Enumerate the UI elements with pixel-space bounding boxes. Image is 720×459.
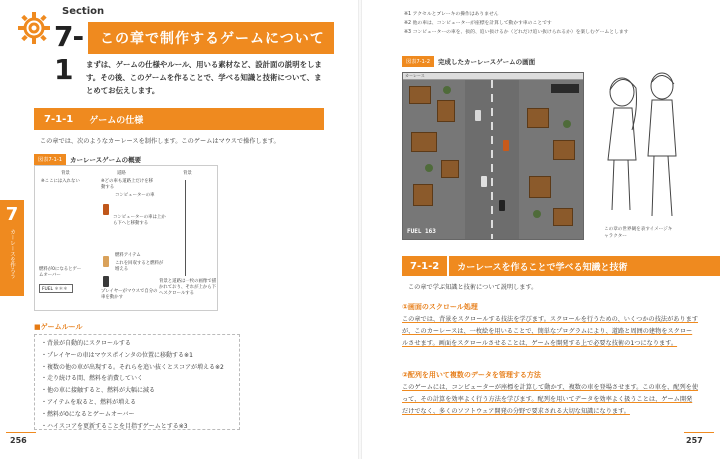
building: [409, 86, 431, 104]
diagram-cpu-car-note: コンピューターの車は上から下へと移動する: [113, 215, 166, 226]
cpu-car-icon: [103, 204, 109, 215]
fuel-hud: FUEL 163: [407, 228, 436, 235]
subsection-title: カーレースを作ることで学べる知識と技術: [449, 256, 720, 276]
chapter-side-tab: [0, 200, 24, 296]
diagram-bg2-label: 背景: [183, 171, 192, 176]
diagram-fuel-label: 燃料アイテム: [115, 253, 141, 258]
diagram-fuel-gameover-note: 燃料が0になるとゲームオーバー: [39, 267, 82, 278]
subsection-heading-7-1-1: [34, 108, 324, 130]
footnotes: [404, 10, 654, 37]
section-title-bar: [88, 22, 334, 54]
game-screenshot: [402, 72, 584, 240]
section-badge: [14, 4, 105, 86]
cpu-car: [481, 176, 487, 187]
game-canvas: [403, 80, 583, 239]
gear-icon: [16, 10, 52, 46]
building: [553, 208, 573, 226]
chapter-label: カーレースを作ろう: [9, 229, 15, 279]
rule-item: ・プレイヤーの車はマウスポインタの位置に移動する※1: [41, 351, 193, 359]
window-title: カーレース: [403, 73, 583, 80]
subsection-heading-7-1-2: [402, 256, 720, 276]
building: [437, 100, 455, 122]
building: [413, 184, 433, 206]
diagram-player-note: プレイヤーがマウスで自分の車を動かす: [101, 289, 158, 300]
cpu-car: [503, 140, 509, 151]
section-word: Section: [62, 6, 105, 17]
lane-line: [491, 80, 493, 239]
chapter-number: 7: [5, 204, 19, 225]
fuel-item-icon: [103, 256, 109, 267]
rule-item: ・ハイスコアを更新することを目指すゲームとする※3: [41, 422, 188, 430]
figure-label: [34, 154, 141, 165]
topic-paragraph-scroll: この章では、背景をスクロールする技法を学びます。スクロールを行うための、いくつかの技法がありますが、このカーレースは、一枚絵を用いることで、簡単なプログラムにより、道路と周囲の建物をスクロールさせます。画面をスクロールさせることは、ゲームを開発する上で必要な技術の1つになります。: [402, 316, 699, 347]
rule-item: ・背景が自動的にスクロールする: [41, 340, 131, 347]
section-lead: まずは、ゲームの仕様やルール、用いる素材など、設計面の説明をします。その後、このゲームを作ることで、学べる知識と技術について、まとめてお伝えします。: [86, 60, 322, 95]
tree: [425, 164, 433, 172]
right-page: [360, 0, 720, 459]
score-panel: [551, 84, 579, 93]
character-caption: この章の世界観を表すイメージキャラクター: [604, 227, 673, 239]
player-car-icon: [103, 276, 109, 287]
rule-item: ・複数の他の車が出現する。それらを追い抜くとスコアが増える※2: [41, 363, 224, 371]
fuel-hud-sample: FUEL ＊＊＊: [39, 284, 73, 293]
topic-heading-scroll: ①画面のスクロール処理: [402, 303, 478, 311]
page-number-right: 257: [686, 436, 703, 445]
rule-item: ・走り続ける間、燃料を消費していく: [41, 375, 144, 383]
building: [441, 160, 459, 178]
footnote: ※2 他の車は、コンピューターが座標を計算して動かす車のことです: [404, 21, 552, 26]
intro-paragraph: この章では、次のようなカーレースを制作します。このゲームはマウスで操作します。: [40, 138, 280, 145]
figure-tag: 図表7-1-1: [34, 154, 66, 165]
rule-item: ・アイテムを取ると、燃料が増える: [41, 398, 137, 406]
tree: [533, 210, 541, 218]
footnote: ※1 アクセルとブレーキの操作はありません: [404, 12, 499, 17]
tree: [563, 120, 571, 128]
figure-caption: 完成したカーレースゲームの画面: [438, 58, 536, 66]
diagram-bg-note: ※ここには入れない: [41, 179, 80, 184]
page-number-left: 256: [10, 436, 27, 445]
figure-label-2: [402, 56, 535, 67]
intro-paragraph: この章で学ぶ知識と技術について説明します。: [408, 284, 538, 291]
subsection-number: 7-1-2: [402, 256, 447, 276]
section-title: この章で制作するゲームについて: [100, 31, 325, 47]
overview-diagram: [34, 165, 218, 311]
folio-rule: [6, 432, 36, 433]
diagram-road-note: ※どの車も道路上だけを移動する: [101, 179, 153, 190]
topic-paragraph-array: このゲームには、コンピューターが座標を計算して動かす、複数の車を登場させます。この車を、配列を使って、その計算を効率よく行う方法を学びます。配列を用いてデータを効率よく扱うことは、ゲーム開発だけでなく、多くのソフトウェア開発の分野で要求される大切な知識になります。: [402, 384, 699, 415]
cpu-car: [475, 110, 481, 121]
rules-heading: ■ゲームルール: [34, 323, 83, 331]
diagram-bg-label: 背景: [61, 171, 70, 176]
character-illustration-icon: [592, 70, 688, 220]
building: [553, 140, 575, 160]
subsection-title: ゲームの仕様: [81, 110, 322, 128]
figure-caption: カーレースゲームの概要: [70, 156, 142, 164]
diagram-cpu-car-label: コンピューターの車: [115, 193, 155, 198]
diagram-fuel-note: これを回収すると燃料が増える: [115, 261, 164, 272]
player-car: [499, 200, 505, 211]
topic-heading-array: ②配列を用いて複数のデータを管理する方法: [402, 371, 541, 379]
folio-rule: [684, 432, 714, 433]
subsection-number: 7-1-1: [36, 110, 81, 128]
rule-item: ・他の車に接触すると、燃料が大幅に減る: [41, 387, 156, 395]
section-number: 7-1: [54, 20, 84, 86]
footnote: ※3 コンピューターの車を、抜的、追い抜けるか（どれだけ追い抜けられるか）を楽しむゲームとします: [404, 30, 629, 35]
building: [529, 176, 551, 198]
diagram-bg2-note: 背景と道路は一枚の画像で描かれており、それが上から下へスクロールする: [159, 279, 217, 296]
scroll-arrow-line: [185, 180, 186, 276]
building: [527, 108, 549, 128]
diagram-road-label: 道路: [117, 171, 126, 176]
tree: [443, 86, 451, 94]
rules-list: [34, 334, 240, 430]
rule-item: ・燃料が0になるとゲームオーバー: [41, 410, 135, 418]
building: [411, 132, 437, 152]
figure-tag: 図表7-1-2: [402, 56, 434, 67]
